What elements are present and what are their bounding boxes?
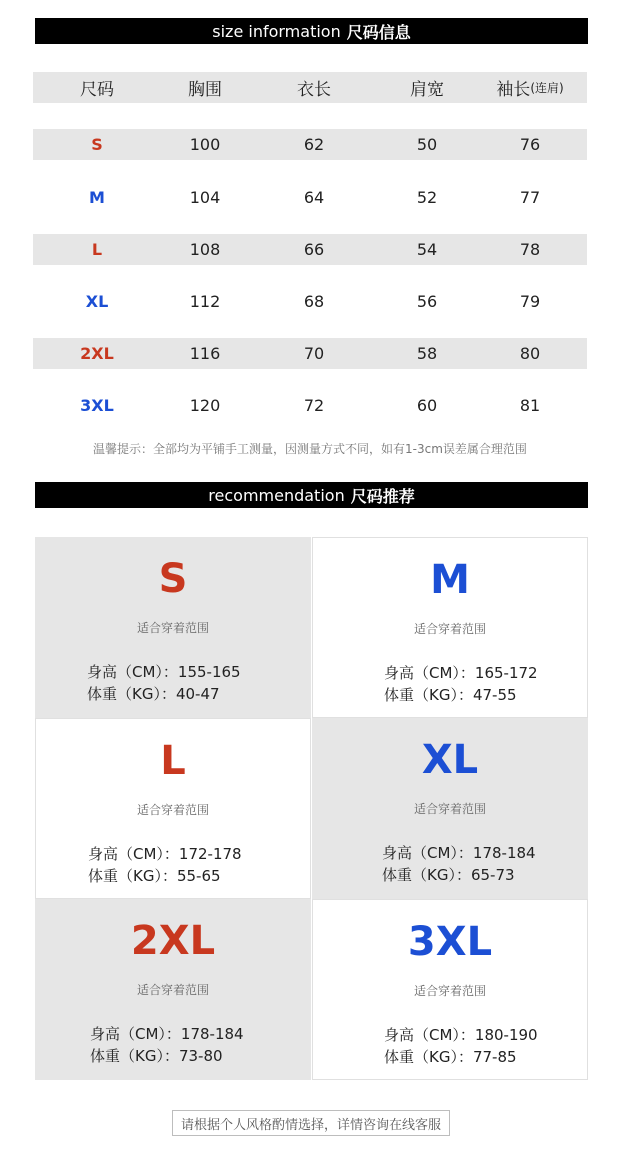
shoulder-cell: 50 bbox=[416, 135, 438, 154]
sleeve-cell: 77 bbox=[519, 188, 541, 207]
table-row bbox=[33, 390, 587, 421]
size-info-title-bar bbox=[35, 18, 588, 44]
length-cell: 68 bbox=[303, 292, 325, 311]
size-info-title-cn: 尺码信息 bbox=[346, 22, 411, 42]
card-size: L bbox=[160, 738, 186, 784]
recommendation-card bbox=[312, 718, 588, 899]
card-subtitle: 适合穿着范围 bbox=[413, 622, 486, 636]
card-subtitle: 适合穿着范围 bbox=[413, 984, 486, 998]
size-cell: L bbox=[91, 240, 103, 259]
sleeve-cell: 78 bbox=[519, 240, 541, 259]
header-shoulder: 肩宽 bbox=[410, 80, 444, 100]
length-cell: 64 bbox=[303, 188, 325, 207]
card-height: 身高（CM）：172-178 bbox=[88, 845, 242, 863]
table-header-row bbox=[33, 72, 587, 103]
header-sleeve-label: 袖长 bbox=[496, 80, 531, 100]
header-sleeve bbox=[473, 72, 587, 103]
recommendation-title-bar bbox=[35, 482, 588, 508]
chest-cell: 100 bbox=[189, 135, 221, 154]
size-cell: 2XL bbox=[80, 344, 114, 363]
chest-cell: 116 bbox=[189, 344, 221, 363]
recommendation-grid bbox=[35, 537, 588, 1082]
card-size: M bbox=[430, 557, 470, 603]
card-weight: 体重（KG）：77-85 bbox=[384, 1048, 517, 1066]
table-row bbox=[33, 234, 587, 265]
shoulder-cell: 60 bbox=[416, 396, 438, 415]
card-weight: 体重（KG）：55-65 bbox=[88, 867, 221, 885]
card-height: 身高（CM）：165-172 bbox=[384, 664, 538, 682]
header-size: 尺码 bbox=[80, 80, 114, 100]
table-row bbox=[33, 338, 587, 369]
length-cell: 62 bbox=[303, 135, 325, 154]
size-cell: XL bbox=[85, 292, 109, 311]
card-size: XL bbox=[421, 737, 479, 783]
card-weight: 体重（KG）：65-73 bbox=[382, 866, 515, 884]
measurement-tip: 温馨提示：全部均为平铺手工测量，因测量方式不同，如有1-3cm误差属合理范围 bbox=[93, 442, 527, 456]
shoulder-cell: 52 bbox=[416, 188, 438, 207]
card-weight: 体重（KG）：40-47 bbox=[87, 685, 220, 703]
size-cell: S bbox=[91, 135, 103, 154]
card-subtitle: 适合穿着范围 bbox=[413, 802, 486, 816]
recommendation-card bbox=[312, 899, 588, 1080]
size-cell: M bbox=[89, 188, 105, 207]
recommendation-card bbox=[312, 537, 588, 718]
footer-note: 请根据个人风格酌情选择，详情咨询在线客服 bbox=[172, 1110, 450, 1136]
table-row bbox=[33, 286, 587, 317]
card-weight: 体重（KG）：47-55 bbox=[384, 686, 517, 704]
recommendation-card bbox=[35, 718, 311, 899]
size-info-title-en: size information bbox=[212, 21, 341, 41]
card-height: 身高（CM）：178-184 bbox=[382, 844, 536, 862]
card-size: 3XL bbox=[407, 919, 493, 965]
card-size: 2XL bbox=[130, 918, 216, 964]
shoulder-cell: 54 bbox=[416, 240, 438, 259]
card-size: S bbox=[158, 556, 188, 602]
chest-cell: 120 bbox=[189, 396, 221, 415]
recommendation-title-en: recommendation bbox=[208, 485, 345, 505]
length-cell: 72 bbox=[303, 396, 325, 415]
card-subtitle: 适合穿着范围 bbox=[136, 621, 209, 635]
shoulder-cell: 58 bbox=[416, 344, 438, 363]
sleeve-cell: 79 bbox=[519, 292, 541, 311]
card-weight: 体重（KG）：73-80 bbox=[90, 1047, 223, 1065]
table-row bbox=[33, 129, 587, 160]
card-height: 身高（CM）：178-184 bbox=[90, 1025, 244, 1043]
card-height: 身高（CM）：155-165 bbox=[87, 663, 241, 681]
sleeve-cell: 81 bbox=[519, 396, 541, 415]
card-subtitle: 适合穿着范围 bbox=[136, 803, 209, 817]
header-chest: 胸围 bbox=[188, 80, 222, 100]
recommendation-title-cn: 尺码推荐 bbox=[350, 486, 415, 506]
chest-cell: 108 bbox=[189, 240, 221, 259]
table-row bbox=[33, 182, 587, 213]
header-sleeve-note: (连肩) bbox=[530, 81, 564, 95]
shoulder-cell: 56 bbox=[416, 292, 438, 311]
size-cell: 3XL bbox=[80, 396, 114, 415]
header-length: 衣长 bbox=[297, 80, 331, 100]
card-height: 身高（CM）：180-190 bbox=[384, 1026, 538, 1044]
recommendation-card bbox=[35, 899, 311, 1080]
card-subtitle: 适合穿着范围 bbox=[136, 983, 209, 997]
chest-cell: 112 bbox=[189, 292, 221, 311]
sleeve-cell: 76 bbox=[519, 135, 541, 154]
chest-cell: 104 bbox=[189, 188, 221, 207]
sleeve-cell: 80 bbox=[519, 344, 541, 363]
length-cell: 66 bbox=[303, 240, 325, 259]
recommendation-card bbox=[35, 537, 311, 718]
length-cell: 70 bbox=[303, 344, 325, 363]
